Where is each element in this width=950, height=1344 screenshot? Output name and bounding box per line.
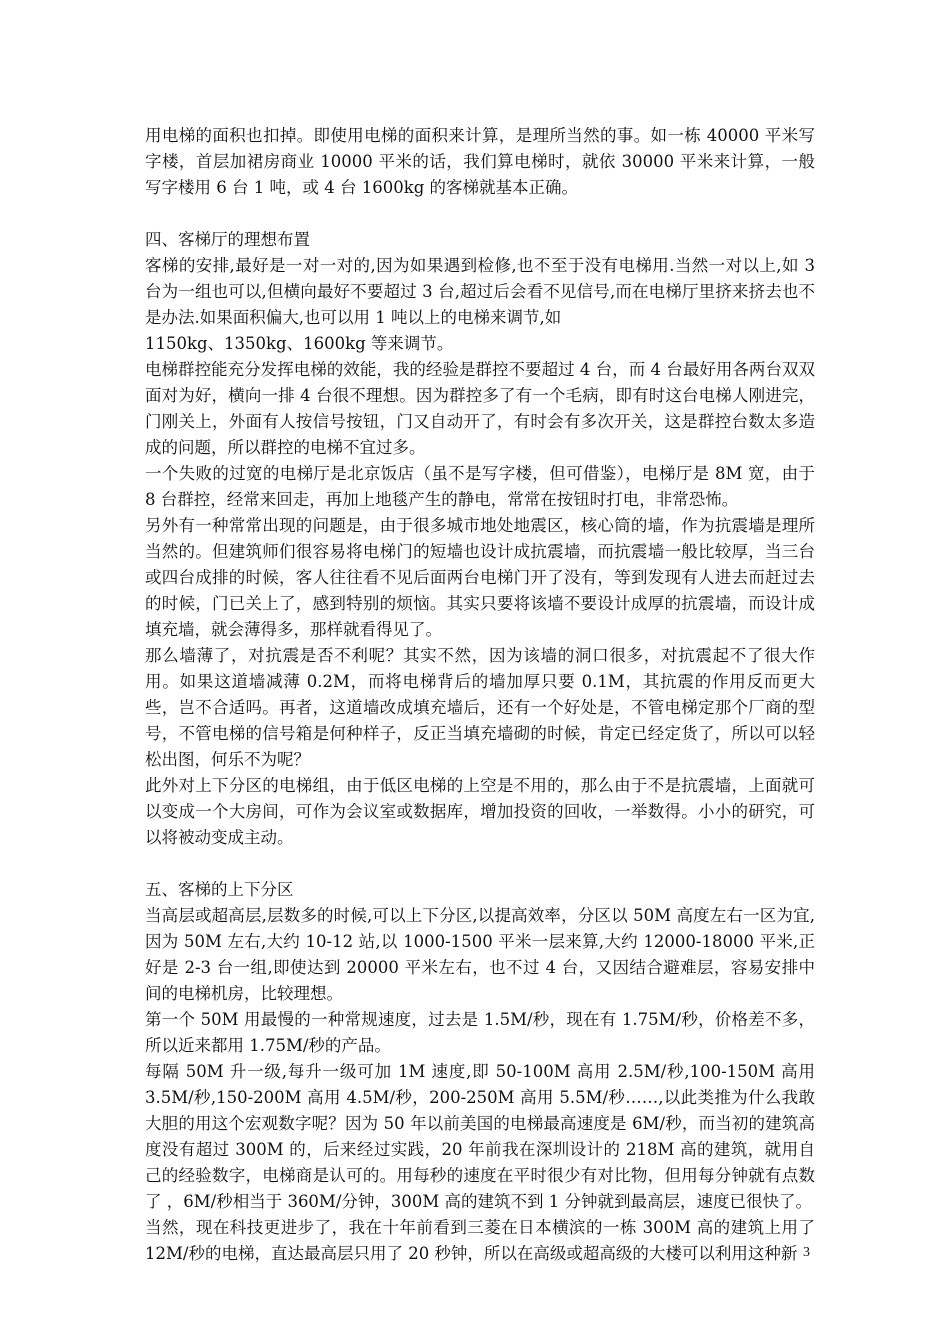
paragraph: 那么墙薄了，对抗震是否不利呢？其实不然，因为该墙的洞口很多，对抗震起不了很大作用。如果这道墙减薄 0.2M，而将电梯背后的墙加厚只要 0.1M，其抗震的作用反而更大些，岂不合适吗。再者，这道墙改成填充墙后，还有一个好处是，不管电梯定那个厂商的型号，不管电梯的信号箱是何种样子，反正当填充墙砌的时候，肯定已经定货了，所以可以轻松出图，何乐不为呢？ [145,646,815,769]
paragraph: 另外有一种常常出现的问题是，由于很多城市地处地震区，核心筒的墙，作为抗震墙是理所当然的。但建筑师们很容易将电梯门的短墙也设计成抗震墙，而抗震墙一般比较厚，当三台或四台成排的时候，客人往往看不见后面两台电梯门开了没有，等到发现有人进去而赶过去的时候，门已关上了，感到特别的烦恼。其实只要将该墙不要设计成厚的抗震墙，而设计成填充墙，就会薄得多，那样就看得见了。 [145,516,815,639]
paragraph: 此外对上下分区的电梯组，由于低区电梯的上空是不用的，那么由于不是抗震墙，上面就可以变成一个大房间，可作为会议室或数据库，增加投资的回收，一举数得。小小的研究，可以将被动变成主动。 [145,776,815,847]
paragraph: 每隔 50M 升一级,每升一级可加 1M 速度,即 50-100M 高用 2.5M/秒,100-150M 高用 3.5M/秒,150-200M 高用 4.5M/秒，200-250M 高用 5.5M/秒……,以此类推为什么我敢大胆的用这个宏观数字呢？因为 50 年以前美国的电梯最高速度是 6M/秒，而当初的建筑高度没有超过 300M 的，后来经过实践，20 年前我在深圳设计的 218M 高的建筑，就用自己的经验数字，电梯商是认可的。用每秒的速度在平时很少有对比物，但用每分钟就有点数了 ，6M/秒相当于 360M/分钟，300M 高的建筑不到 1 分钟就到最高层，速度已很快了。 [145,1062,815,1211]
paragraph: 第一个 50M 用最慢的一种常规速度，过去是 1.5M/秒，现在有 1.75M/秒，价格差不多，所以近来都用 1.75M/秒的产品。 [145,1010,815,1055]
page-number: 3 [803,1245,810,1260]
paragraph: 电梯群控能充分发挥电梯的效能，我的经验是群控不要超过 4 台，而 4 台最好用各两台双双面对为好，横向一排 4 台很不理想。因为群控多了有一个毛病，即有时这台电梯人刚进完，门刚关上，外面有人按信号按钮，门又自动开了，有时会有多次开关，这是群控台数太多造成的问题，所以群控的电梯不宜过多。 [145,360,815,457]
section-heading: 五、客梯的上下分区 [145,880,294,899]
document-body [145,123,815,1267]
paragraph: 用电梯的面积也扣掉。即使用电梯的面积来计算，是理所当然的事。如一栋 40000 平米写字楼，首层加裙房商业 10000 平米的话，我们算电梯时，就依 30000 平米来计算，一般写字楼用 6 台 1 吨，或 4 台 1600kg 的客梯就基本正确。 [145,126,815,197]
paragraph: 一个失败的过宽的电梯厅是北京饭店（虽不是写字楼，但可借鉴），电梯厅是 8M 宽，由于 8 台群控，经常来回走，再加上地毯产生的静电，常常在按钮时打电，非常恐怖。 [145,464,815,509]
paragraph: 当高层或超高层,层数多的时候,可以上下分区,以提高效率，分区以 50M 高度左右一区为宜,因为 50M 左右,大约 10-12 站,以 1000-1500 平米一层来算,大约 12000-18000 平米,正好是 2-3 台一组,即使达到 20000 平米左右，也不过 4 台，又因结合避难层，容易安排中间的电梯机房，比较理想。 [145,906,815,1003]
paragraph: 1150kg、1350kg、1600kg 等来调节。 [145,334,454,353]
section-heading: 四、客梯厅的理想布置 [145,230,310,249]
paragraph: 客梯的安排,最好是一对一对的,因为如果遇到检修,也不至于没有电梯用.当然一对以上,如 3 台为一组也可以,但横向最好不要超过 3 台,超过后会看不见信号,而在电梯厅里挤来挤去也不是办法.如果面积偏大,也可以用 1 吨以上的电梯来调节,如 [145,256,815,327]
paragraph: 当然，现在科技更进步了，我在十年前看到三菱在日本横滨的一栋 300M 高的建筑上用了 12M/秒的电梯，直达最高层只用了 20 秒钟，所以在高级或超高级的大楼可以利用这种新 [145,1218,815,1263]
